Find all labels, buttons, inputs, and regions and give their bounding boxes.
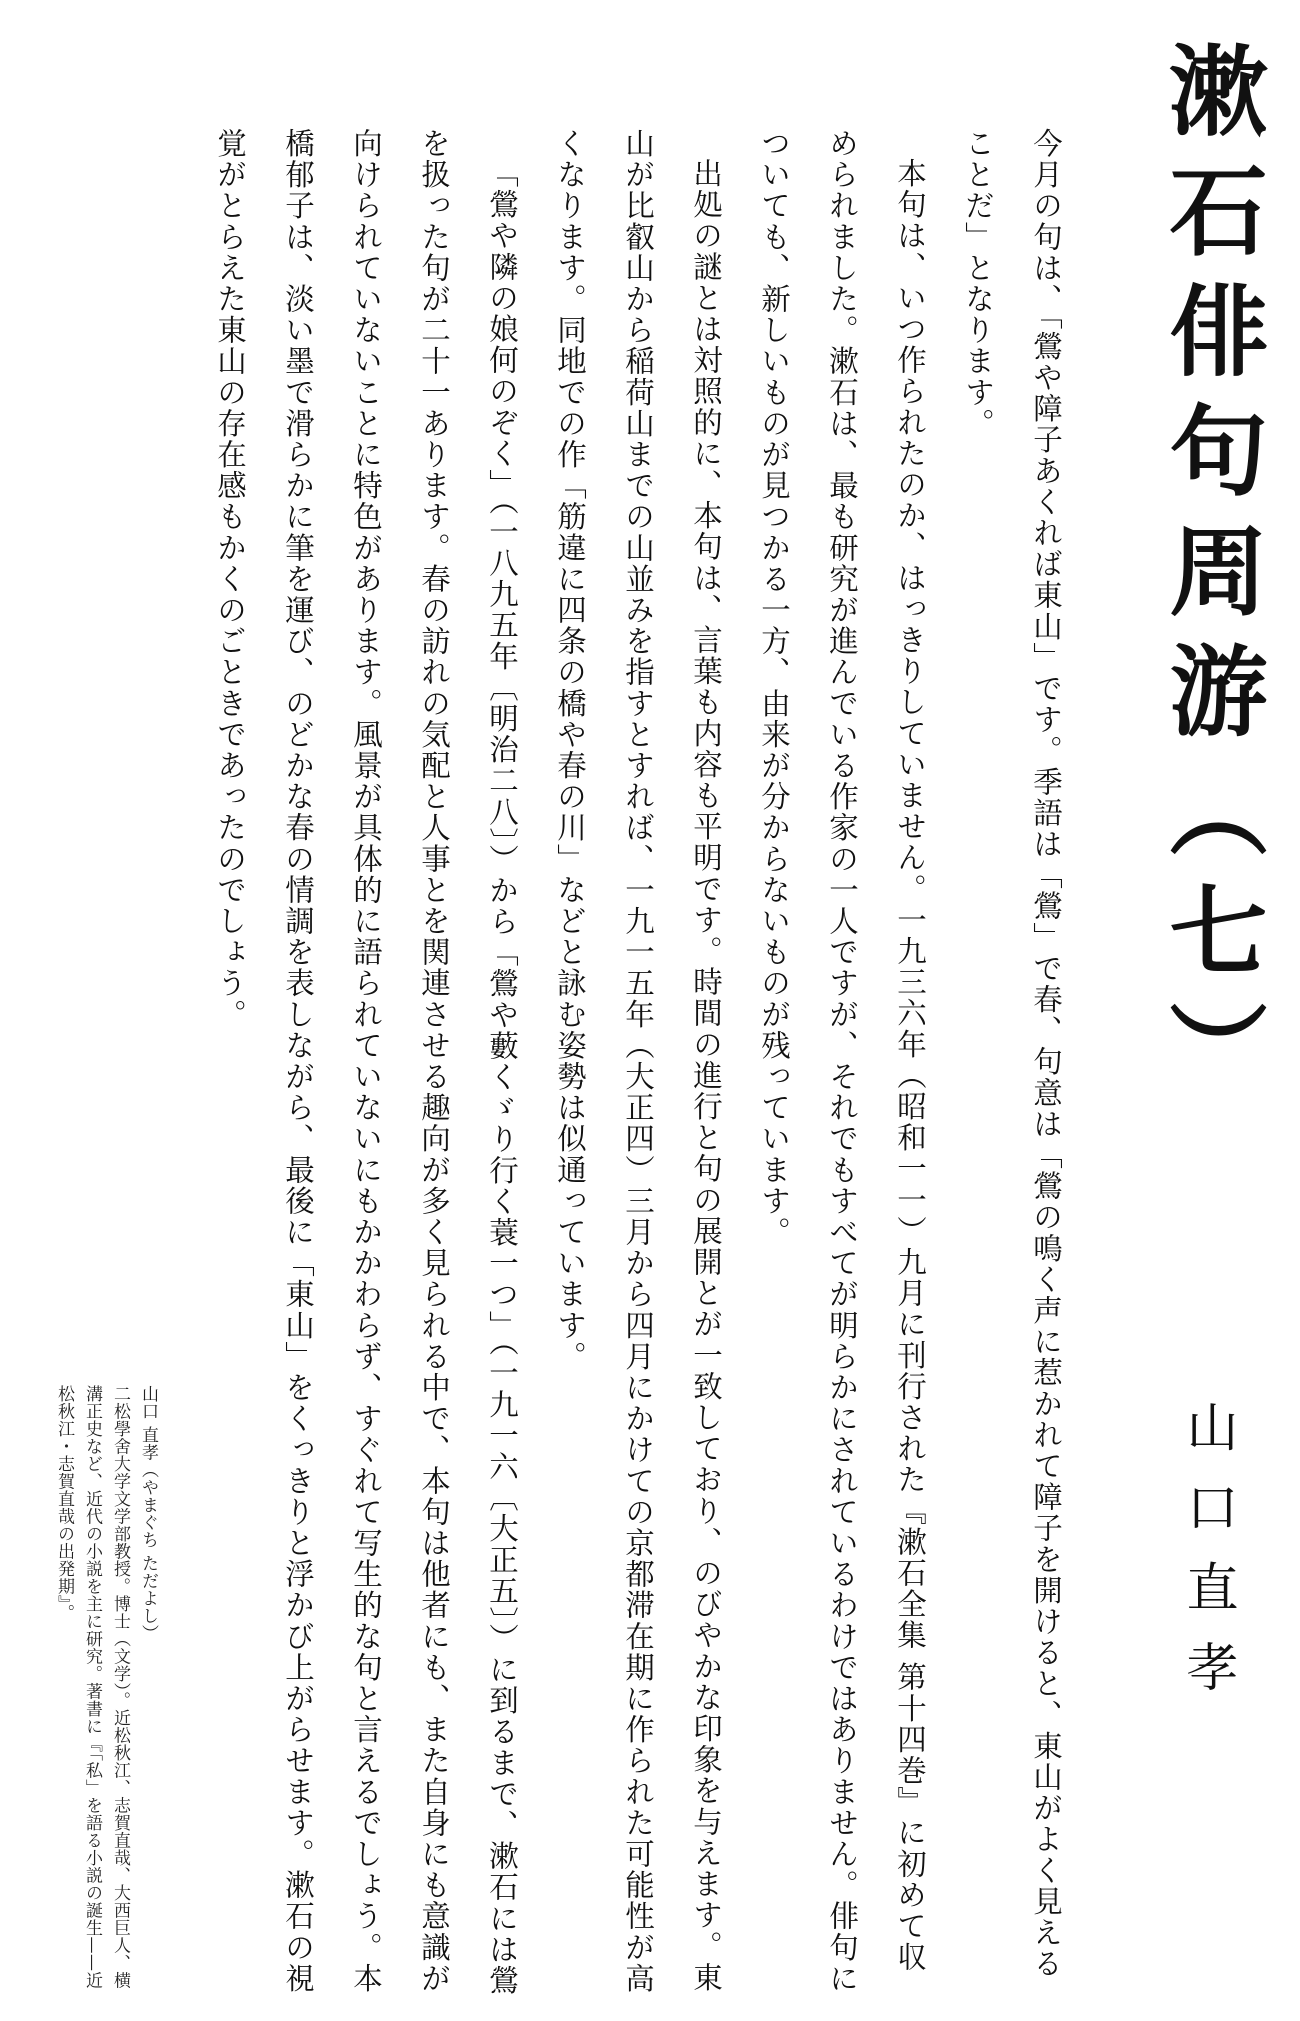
paragraph-4: 「鶯や隣の娘何のぞく」（一八九五年〔明治二八〕）から「鶯や藪くゞり行く蓑一つ」（一九一六〔大正五〕）に到るまで、漱石には鶯を扱った句が二十一あります。春の訪れの気配と人事とを関連させる趣向が多く見られる中で、本句は他者にも、また自身にも意識が向けられていないことに特色があります。風景が具体的に語られていないにもかかわらず、すぐれて写生的な句と言えるでしょう。本橋郁子は、淡い墨で滑らかに筆を運び、のどかな春の情調を表しながら、最後に「東山」をくっきりと浮かび上がらせます。漱石の視覚がとらえた東山の存在感もかくのごときであったのでしょう。 (213, 128, 519, 1996)
author-bio (22, 1385, 162, 1995)
bio-description: 二松學舍大学文学部教授。博士（文学）。近松秋江、志賀直哉、大西巨人、横溝正史など、近代の小説を主に研究。著書に『「私」を語る小説の誕生——近松秋江・志賀直哉の出発期』。 (54, 1385, 130, 1989)
article-body (212, 128, 1080, 2000)
author-name: 山口直孝 (1177, 1400, 1237, 1720)
paragraph-1: 今月の句は、「鶯や障子あくれば東山」です。季語は「鶯」で春、句意は「鶯の鳴く声に惹かれて障子を開けると、東山がよく見えることだ」となります。 (961, 128, 1063, 1980)
paragraph-2: 本句は、いつ作られたのか、はっきりしていません。一九三六年（昭和一一）九月に刊行された『漱石全集 第十四巻』に初めて収められました。漱石は、最も研究が進んでいる作家の一人ですが、それでもすべてが明らかにされているわけではありません。俳句についても、新しいものが見つかる一方、由来が分からないものが残っています。 (757, 128, 927, 1994)
paragraph-3: 出処の謎とは対照的に、本句は、言葉も内容も平明です。時間の進行と句の展開とが一致しており、のびやかな印象を与えます。東山が比叡山から稲荷山までの山並みを指すとすれば、一九一五年（大正四）三月から四月にかけての京都滞在期に作られた可能性が高くなります。同地での作「筋違に四条の橋や春の川」などと詠む姿勢は似通っています。 (553, 128, 723, 1994)
bio-name: 山口 直孝（やまぐち ただよし） (138, 1385, 158, 1642)
article-title: 漱石俳句周游（七） (1153, 40, 1268, 1120)
